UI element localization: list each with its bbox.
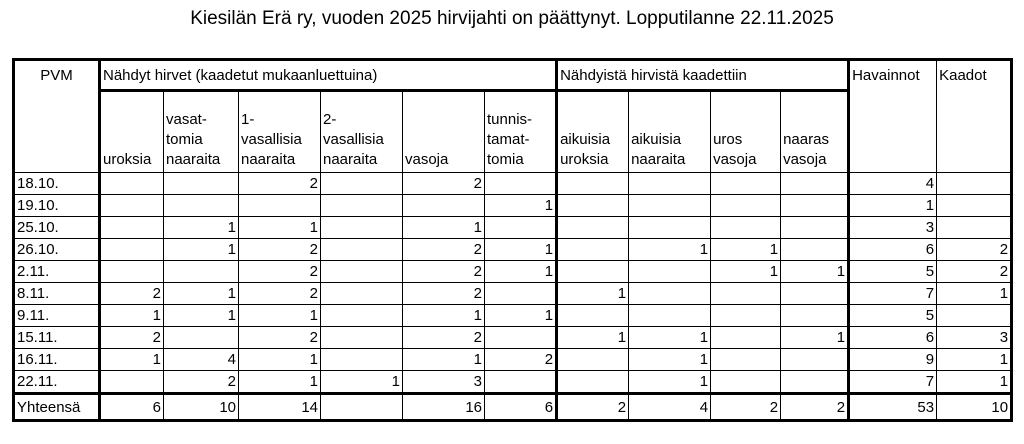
observations-cell: 6 <box>849 239 937 261</box>
value-cell <box>321 349 403 371</box>
value-cell <box>781 349 849 371</box>
value-cell: 1 <box>781 261 849 283</box>
total-label: Yhteensä <box>14 394 100 421</box>
value-cell: 6 <box>100 394 164 421</box>
value-cell <box>629 283 711 305</box>
value-cell <box>781 239 849 261</box>
value-cell: 2 <box>403 239 485 261</box>
value-cell <box>629 173 711 195</box>
value-cell <box>557 195 629 217</box>
value-cell: 1 <box>629 349 711 371</box>
value-cell <box>781 305 849 327</box>
kills-cell: 1 <box>937 371 1012 394</box>
value-cell <box>557 217 629 239</box>
kills-cell: 1 <box>937 283 1012 305</box>
value-cell <box>100 261 164 283</box>
value-cell <box>100 371 164 394</box>
table-row <box>14 371 1012 394</box>
value-cell: 2 <box>164 371 239 394</box>
value-cell: 6 <box>485 394 557 421</box>
date-cell: 15.11. <box>14 327 100 349</box>
value-cell: 1 <box>711 261 781 283</box>
table-row <box>14 327 1012 349</box>
value-cell: 1 <box>629 327 711 349</box>
date-cell: 9.11. <box>14 305 100 327</box>
page-title: Kiesilän Erä ry, vuoden 2025 hirvijahti on päättynyt. Lopputilanne 22.11.2025 <box>190 8 834 29</box>
hunt-summary-table <box>12 58 1013 422</box>
value-cell <box>557 371 629 394</box>
date-cell: 16.11. <box>14 349 100 371</box>
table-row <box>14 283 1012 305</box>
value-cell <box>711 217 781 239</box>
value-cell: 2 <box>239 327 321 349</box>
value-cell: 1 <box>239 371 321 394</box>
value-cell: 2 <box>403 261 485 283</box>
value-cell <box>781 283 849 305</box>
table-row <box>14 261 1012 283</box>
value-cell <box>557 173 629 195</box>
value-cell <box>485 173 557 195</box>
value-cell <box>321 305 403 327</box>
column-header: vasat- tomia naaraita <box>164 91 239 173</box>
value-cell <box>321 283 403 305</box>
value-cell <box>164 173 239 195</box>
value-cell: 1 <box>485 305 557 327</box>
value-cell: 1 <box>629 239 711 261</box>
value-cell: 1 <box>485 195 557 217</box>
kills-cell: 1 <box>937 349 1012 371</box>
value-cell: 2 <box>239 173 321 195</box>
column-header: vasoja <box>403 91 485 173</box>
column-header: uroksia <box>100 91 164 173</box>
table-row <box>14 173 1012 195</box>
value-cell: 1 <box>239 217 321 239</box>
value-cell <box>164 261 239 283</box>
value-cell <box>629 305 711 327</box>
kills-cell <box>937 195 1012 217</box>
value-cell: 2 <box>403 173 485 195</box>
value-cell: 4 <box>629 394 711 421</box>
value-cell <box>557 239 629 261</box>
value-cell <box>711 195 781 217</box>
value-cell <box>557 261 629 283</box>
value-cell: 1 <box>781 327 849 349</box>
value-cell: 2 <box>239 261 321 283</box>
value-cell: 1 <box>321 371 403 394</box>
header-observations: Havainnot <box>849 60 937 173</box>
value-cell: 1 <box>711 239 781 261</box>
date-cell: 2.11. <box>14 261 100 283</box>
kills-cell <box>937 173 1012 195</box>
date-cell: 19.10. <box>14 195 100 217</box>
value-cell: 1 <box>100 349 164 371</box>
table-row <box>14 217 1012 239</box>
value-cell: 2 <box>239 283 321 305</box>
table-row <box>14 239 1012 261</box>
value-cell: 1 <box>239 349 321 371</box>
value-cell <box>557 305 629 327</box>
value-cell <box>100 239 164 261</box>
value-cell <box>485 217 557 239</box>
column-header: aikuisia uroksia <box>557 91 629 173</box>
value-cell <box>321 173 403 195</box>
value-cell <box>321 394 403 421</box>
value-cell: 16 <box>403 394 485 421</box>
kills-cell: 10 <box>937 394 1012 421</box>
value-cell: 14 <box>239 394 321 421</box>
kills-cell: 2 <box>937 239 1012 261</box>
value-cell: 4 <box>164 349 239 371</box>
value-cell: 1 <box>557 283 629 305</box>
total-row <box>14 394 1012 421</box>
value-cell <box>485 327 557 349</box>
value-cell: 2 <box>100 327 164 349</box>
value-cell: 2 <box>711 394 781 421</box>
observations-cell: 5 <box>849 305 937 327</box>
value-cell: 1 <box>403 305 485 327</box>
value-cell: 1 <box>100 305 164 327</box>
value-cell: 2 <box>100 283 164 305</box>
column-header: aikuisia naaraita <box>629 91 711 173</box>
value-cell: 1 <box>403 349 485 371</box>
value-cell: 1 <box>164 217 239 239</box>
value-cell <box>781 173 849 195</box>
value-cell <box>629 195 711 217</box>
value-cell <box>403 195 485 217</box>
value-cell <box>100 173 164 195</box>
value-cell <box>321 239 403 261</box>
value-cell: 2 <box>557 394 629 421</box>
observations-cell: 1 <box>849 195 937 217</box>
value-cell: 1 <box>403 217 485 239</box>
date-cell: 25.10. <box>14 217 100 239</box>
value-cell: 1 <box>485 239 557 261</box>
value-cell <box>781 371 849 394</box>
value-cell <box>100 195 164 217</box>
value-cell <box>164 195 239 217</box>
value-cell <box>711 349 781 371</box>
observations-cell: 3 <box>849 217 937 239</box>
value-cell <box>239 195 321 217</box>
observations-cell: 7 <box>849 371 937 394</box>
value-cell <box>781 195 849 217</box>
value-cell: 2 <box>485 349 557 371</box>
value-cell: 2 <box>239 239 321 261</box>
header-shot: Nähdyistä hirvistä kaadettiin <box>557 60 849 91</box>
kills-cell: 3 <box>937 327 1012 349</box>
value-cell <box>629 261 711 283</box>
value-cell <box>321 195 403 217</box>
value-cell <box>629 217 711 239</box>
value-cell <box>485 283 557 305</box>
value-cell <box>781 217 849 239</box>
observations-cell: 6 <box>849 327 937 349</box>
header-date: PVM <box>14 60 100 173</box>
value-cell <box>485 371 557 394</box>
value-cell: 3 <box>403 371 485 394</box>
date-cell: 26.10. <box>14 239 100 261</box>
value-cell <box>711 173 781 195</box>
header-seen: Nähdyt hirvet (kaadetut mukaanluettuina) <box>100 60 557 91</box>
value-cell: 1 <box>164 239 239 261</box>
value-cell: 1 <box>485 261 557 283</box>
value-cell <box>321 217 403 239</box>
value-cell: 2 <box>403 327 485 349</box>
observations-cell: 9 <box>849 349 937 371</box>
value-cell: 1 <box>164 305 239 327</box>
table-row <box>14 349 1012 371</box>
date-cell: 18.10. <box>14 173 100 195</box>
value-cell <box>711 305 781 327</box>
header-kills: Kaadot <box>937 60 1012 173</box>
date-cell: 8.11. <box>14 283 100 305</box>
value-cell: 2 <box>403 283 485 305</box>
value-cell: 1 <box>629 371 711 394</box>
value-cell: 1 <box>239 305 321 327</box>
value-cell <box>711 283 781 305</box>
table-row <box>14 305 1012 327</box>
column-header: 1- vasallisia naaraita <box>239 91 321 173</box>
value-cell <box>321 261 403 283</box>
kills-cell <box>937 305 1012 327</box>
column-header: tunnis- tamat- tomia <box>485 91 557 173</box>
column-header: naaras vasoja <box>781 91 849 173</box>
kills-cell <box>937 217 1012 239</box>
date-cell: 22.11. <box>14 371 100 394</box>
value-cell: 2 <box>781 394 849 421</box>
value-cell <box>711 327 781 349</box>
value-cell <box>164 327 239 349</box>
value-cell: 10 <box>164 394 239 421</box>
value-cell <box>100 217 164 239</box>
observations-cell: 5 <box>849 261 937 283</box>
observations-cell: 53 <box>849 394 937 421</box>
value-cell <box>711 371 781 394</box>
value-cell <box>557 349 629 371</box>
kills-cell: 2 <box>937 261 1012 283</box>
value-cell: 1 <box>557 327 629 349</box>
table-row <box>14 195 1012 217</box>
column-header: 2- vasallisia naaraita <box>321 91 403 173</box>
observations-cell: 7 <box>849 283 937 305</box>
value-cell: 1 <box>164 283 239 305</box>
value-cell <box>321 327 403 349</box>
observations-cell: 4 <box>849 173 937 195</box>
column-header: uros vasoja <box>711 91 781 173</box>
